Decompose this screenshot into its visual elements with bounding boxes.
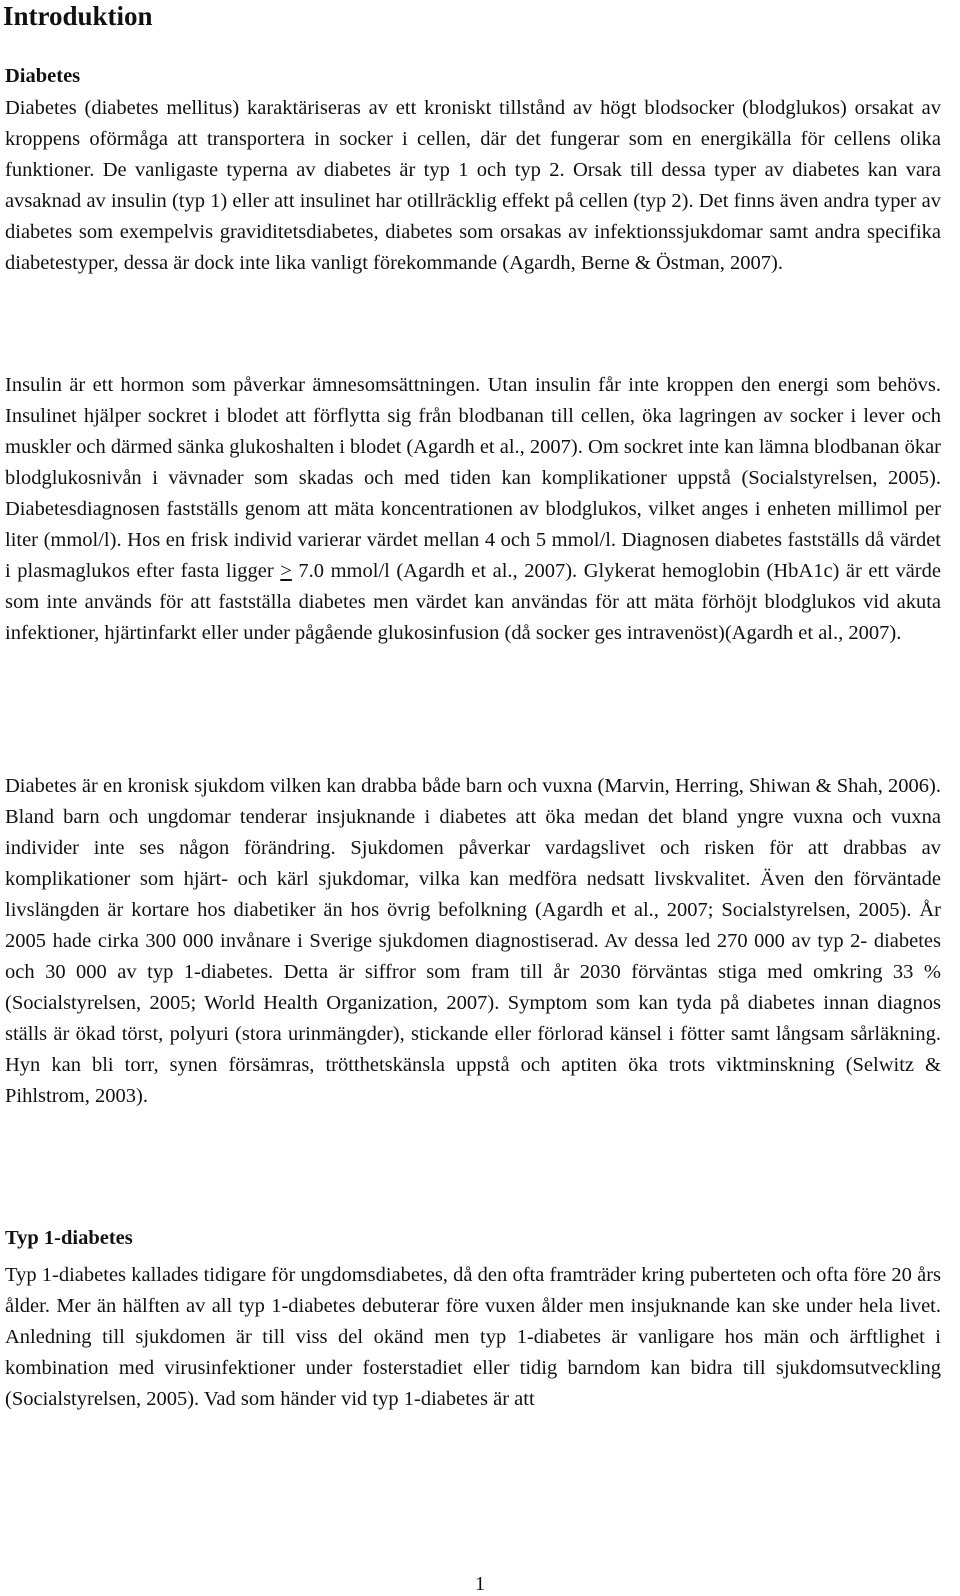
section-heading-typ1: Typ 1-diabetes [5, 1227, 133, 1249]
paragraph-typ1: Typ 1-diabetes kallades tidigare för ungdomsdiabetes, då den ofta framträder kring puberteten och ofta före 20 års ålder. Mer än hälften av all typ 1-diabetes debuterar före vuxen ålder men insjuknande kan ske under hela livet. Anledning till sjukdomen är till viss del okänd men typ 1-diabetes är vanligare hos män och ärftlighet i kombination med virusinfektioner under fosterstadiet eller tidig barndom kan bidra till sjukdomsutveckling (Socialstyrelsen, 2005). Vad som händer vid typ 1-diabetes är att [5, 1264, 941, 1410]
page-title: Introduktion [3, 1, 153, 31]
paragraph-insulin-text-b: 7.0 mmol/l (Agardh et al., 2007). Glykerat hemoglobin (HbA1c) är ett värde som inte används för att fastställa diabetes men värdet kan användas för att mäta förhöjt blodglukos vid akuta infektioner, hjärtinfarkt eller under pågående glukosinfusion (då socker ges intravenöst)(Agardh et al., 2007). [5, 560, 941, 644]
section-heading-diabetes: Diabetes [5, 65, 81, 87]
greater-equal-symbol: > [280, 560, 292, 582]
paragraph-diabetes-definition: Diabetes (diabetes mellitus) karaktäriseras av ett kroniskt tillstånd av högt blodsocker (blodglukos) orsakat av kroppens oförmåga att transportera in socker i cellen, där det fungerar som en energikälla för cellens olika funktioner. De vanligaste typerna av diabetes är typ 1 och typ 2. Orsak till dessa typer av diabetes kan vara avsaknad av insulin (typ 1) eller att insulinet har otillräcklig effekt på cellen (typ 2). Det finns även andra typer av diabetes som exempelvis graviditetsdiabetes, diabetes som orsakas av infektionssjukdomar samt andra specifika diabetestyper, dessa är dock inte lika vanligt förekommande (Agardh, Berne & Östman, 2007). [5, 97, 941, 274]
paragraph-insulin [5, 370, 941, 649]
paragraph-insulin-text-a: Insulin är ett hormon som påverkar ämnesomsättningen. Utan insulin får inte kroppen den energi som behövs. Insulinet hjälper sockret i blodet att förflytta sig från blodbanan till cellen, öka lagringen av socker i lever och muskler och därmed sänka glukoshalten i blodet (Agardh et al., 2007). Om sockret inte kan lämna blodbanan ökar blodglukosnivån i vävnader som skadas och med tiden kan komplikationer uppstå (Socialstyrelsen, 2005). Diabetesdiagnosen fastställs genom att mäta koncentrationen av blodglukos, vilket anges i enheten millimol per liter (mmol/l). Hos en frisk individ varierar värdet mellan 4 och 5 mmol/l. Diagnosen diabetes fastställs då värdet i plasmaglukos efter fasta ligger [5, 374, 941, 582]
paragraph-chronic-disease: Diabetes är en kronisk sjukdom vilken kan drabba både barn och vuxna (Marvin, Herring, Shiwan & Shah, 2006). Bland barn och ungdomar tenderar insjuknande i diabetes att öka medan det bland yngre vuxna och vuxna individer inte ses någon förändring. Sjukdomen påverkar vardagslivet och risken för att drabbas av komplikationer som hjärt- och kärl sjukdomar, vilka kan medföra nedsatt livskvalitet. Även den förväntade livslängden är kortare hos diabetiker än hos övrig befolkning (Agardh et al., 2007; Socialstyrelsen, 2005). År 2005 hade cirka 300 000 invånare i Sverige sjukdomen diagnostiserad. Av dessa led 270 000 av typ 2- diabetes och 30 000 av typ 1-diabetes. Detta är siffror som fram till år 2030 förväntas stiga med omkring 33 % (Socialstyrelsen, 2005; World Health Organization, 2007). Symptom som kan tyda på diabetes innan diagnos ställs är ökad törst, polyuri (stora urinmängder), stickande eller förlorad känsel i fötter samt långsam sårläkning. Hyn kan bli torr, synen försämras, trötthetskänsla uppstå och aptiten öka trots viktminskning (Selwitz & Pihlstrom, 2003). [5, 775, 941, 1107]
page-number: 1 [475, 1573, 485, 1595]
